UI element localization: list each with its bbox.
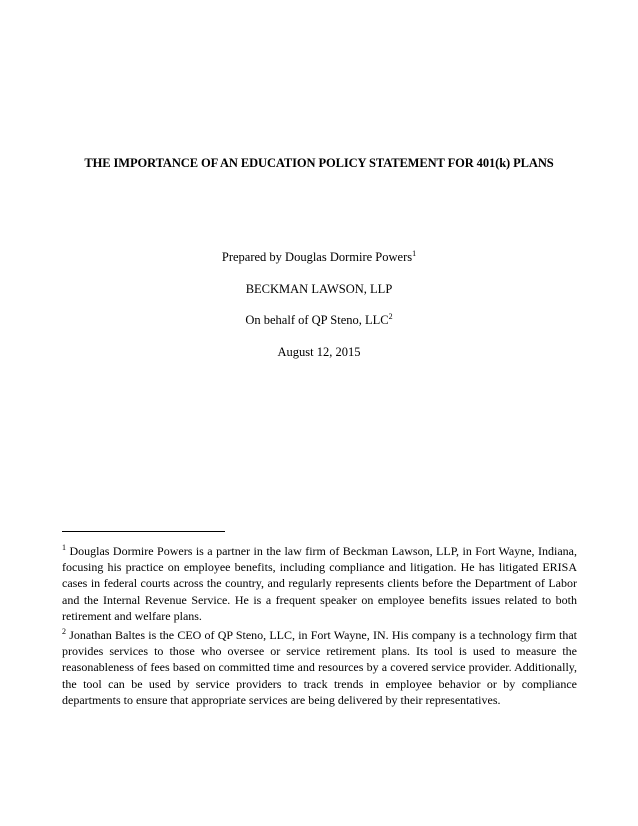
on-behalf-text: On behalf of QP Steno, LLC: [245, 313, 389, 327]
footnote-separator: [62, 531, 225, 532]
footnote-text: Douglas Dormire Powers is a partner in the law firm of Beckman Lawson, LLP, in Fort Wayne, Indiana, focusing his practice on employee benefits, including compliance and litigation. He has litigated ERISA cases in federal courts across the country, and regularly represents clients before the Department of Labor and the Internal Revenue Service. He is a frequent speaker on employee benefits issues related to both retirement and welfare plans.: [62, 544, 578, 623]
firm-name: BECKMAN LAWSON, LLP: [245, 282, 393, 296]
document-title: THE IMPORTANCE OF AN EDUCATION POLICY STATEMENT FOR 401(k) PLANS: [84, 156, 554, 170]
footnote-marker: 2: [62, 627, 66, 636]
document-date: August 12, 2015: [277, 345, 361, 359]
prepared-by-line: [0, 250, 638, 265]
prepared-by-text: Prepared by Douglas Dormire Powers: [221, 250, 413, 264]
footnote-1: [62, 543, 577, 624]
footnote-text: Jonathan Baltes is the CEO of QP Steno, LLC, in Fort Wayne, IN. His company is a technology firm that provides services to those who oversee or service retirement plans. Its tool is used to measure the reasonableness of fees based on committed time and resources by a covered service provider. Additionally, the tool can be used by service providers to track trends in employee behavior or by compliance departments to ensure that appropriate services are being delivered by their representatives.: [62, 628, 577, 707]
footnote-ref-2[interactable]: 2: [388, 311, 393, 321]
footnote-marker: 1: [62, 543, 66, 552]
footnote-2: [62, 627, 577, 708]
on-behalf-line: [0, 313, 638, 328]
footnote-ref-1[interactable]: 1: [412, 248, 417, 258]
